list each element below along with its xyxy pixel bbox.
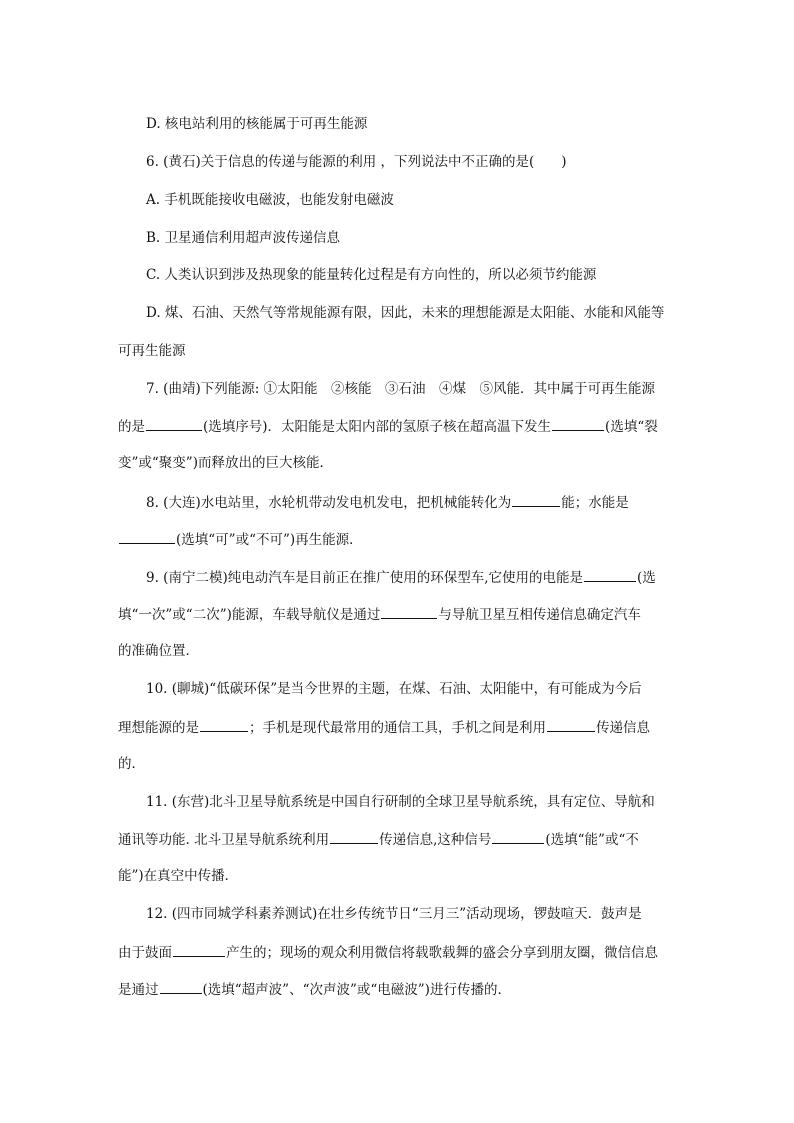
q9-text-d: 与导航卫星互相传递信息确定汽车 bbox=[438, 607, 641, 623]
q12-line1: 12. (四市同城学科素养测试)在壮乡传统节日“三月三”活动现场，锣鼓喧天．鼓声是 bbox=[146, 906, 642, 922]
q9-text-b: (选 bbox=[637, 570, 656, 586]
q6-stem: 6. (黄石)关于信息的传递与能源的利用 ，下列说法中不正确的是( ) bbox=[146, 154, 567, 170]
q12-text-a: 由于鼓面 bbox=[118, 945, 172, 961]
q7-text-b: (选填序号)．太阳能是太阳内部的氢原子核在超高温下发生 bbox=[203, 419, 552, 435]
q11-text-a: 通讯等功能. 北斗卫星导航系统利用 bbox=[118, 832, 330, 848]
q10-text-a: 理想能源的是 bbox=[118, 720, 199, 736]
q11-line1: 11. (东营)北斗卫星导航系统是中国自行研制的全球卫星导航系统，具有定位、导航和 bbox=[146, 794, 655, 810]
q6-option-d-line1: D. 煤、石油、天然气等常规能源有限，因此，未来的理想能源是太阳能、水能和风能等 bbox=[146, 305, 665, 321]
q6-option-a: A. 手机既能接收电磁波，也能发射电磁波 bbox=[146, 192, 394, 208]
q12-blank-1[interactable] bbox=[173, 942, 225, 957]
q7-blank-1[interactable] bbox=[146, 416, 202, 431]
q8-line1 bbox=[146, 492, 686, 513]
q10-text-b: ；手机是现代最常用的通信工具，手机之间是利用 bbox=[249, 720, 546, 736]
q9-line1 bbox=[146, 567, 686, 588]
q9-line3: 的准确位置． bbox=[118, 643, 199, 659]
q10-blank-1[interactable] bbox=[200, 717, 248, 732]
q5-option-d: D. 核电站利用的核能属于可再生能源 bbox=[146, 116, 368, 132]
q7-line3: 变”或“聚变”)而释放出的巨大核能． bbox=[118, 455, 333, 471]
q11-blank-1[interactable] bbox=[330, 829, 378, 844]
q11-text-b: 传递信息,这种信号 bbox=[379, 832, 492, 848]
q12-blank-2[interactable] bbox=[160, 979, 202, 994]
q9-line2 bbox=[118, 604, 684, 625]
q7-line2 bbox=[118, 416, 684, 437]
q10-blank-2[interactable] bbox=[547, 717, 595, 732]
q6-option-c: C. 人类认识到涉及热现象的能量转化过程是有方向性的，所以必须节约能源 bbox=[146, 267, 597, 283]
q8-line2 bbox=[118, 529, 684, 550]
q8-text-c: (选填“可”或“不可”)再生能源． bbox=[176, 532, 363, 548]
q8-blank-1[interactable] bbox=[512, 492, 560, 507]
q9-text-a: 9. (南宁二模)纯电动汽车是目前正在推广使用的环保型车,它使用的电能是 bbox=[146, 570, 583, 586]
q11-line2 bbox=[118, 829, 684, 850]
q12-text-b: 产生的；现场的观众利用微信将载歌载舞的盛会分享到朋友圈，微信信息 bbox=[226, 945, 658, 961]
q10-line2 bbox=[118, 717, 684, 738]
q10-line3: 的． bbox=[118, 756, 145, 772]
q11-text-c: (选填“能”或“不 bbox=[545, 832, 639, 848]
q12-text-d: (选填“超声波”、“次声波”或“电磁波”)进行传播的． bbox=[202, 982, 511, 998]
q7-blank-2[interactable] bbox=[552, 416, 604, 431]
q7-text-a: 的是 bbox=[118, 419, 145, 435]
q10-line1: 10. (聊城)“低碳环保”是当今世界的主题，在煤、石油、太阳能中，有可能成为今后 bbox=[146, 681, 642, 697]
q12-line3 bbox=[118, 979, 684, 1000]
q12-text-c: 是通过 bbox=[118, 982, 159, 998]
q7-text-c: (选填“裂 bbox=[605, 419, 658, 435]
q11-blank-2[interactable] bbox=[492, 829, 544, 844]
q6-option-d-line2: 可再生能源 bbox=[118, 343, 186, 359]
q7-line1: 7. (曲靖)下列能源: ①太阳能 ②核能 ③石油 ④煤 ⑤风能．其中属于可再生能源 bbox=[146, 381, 656, 397]
q8-blank-2[interactable] bbox=[119, 529, 175, 544]
q6-option-b: B. 卫星通信利用超声波传递信息 bbox=[146, 230, 341, 246]
q11-line3: 能”)在真空中传播． bbox=[118, 868, 239, 884]
q12-line2 bbox=[118, 942, 684, 963]
q8-text-b: 能；水能是 bbox=[561, 495, 629, 511]
q8-text-a: 8. (大连)水电站里，水轮机带动发电机发电，把机械能转化为 bbox=[146, 495, 512, 511]
q10-text-c: 传递信息 bbox=[596, 720, 650, 736]
q9-text-c: 填“一次”或“二次”)能源，车载导航仪是通过 bbox=[118, 607, 381, 623]
q9-blank-1[interactable] bbox=[584, 567, 636, 582]
q9-blank-2[interactable] bbox=[381, 604, 437, 619]
